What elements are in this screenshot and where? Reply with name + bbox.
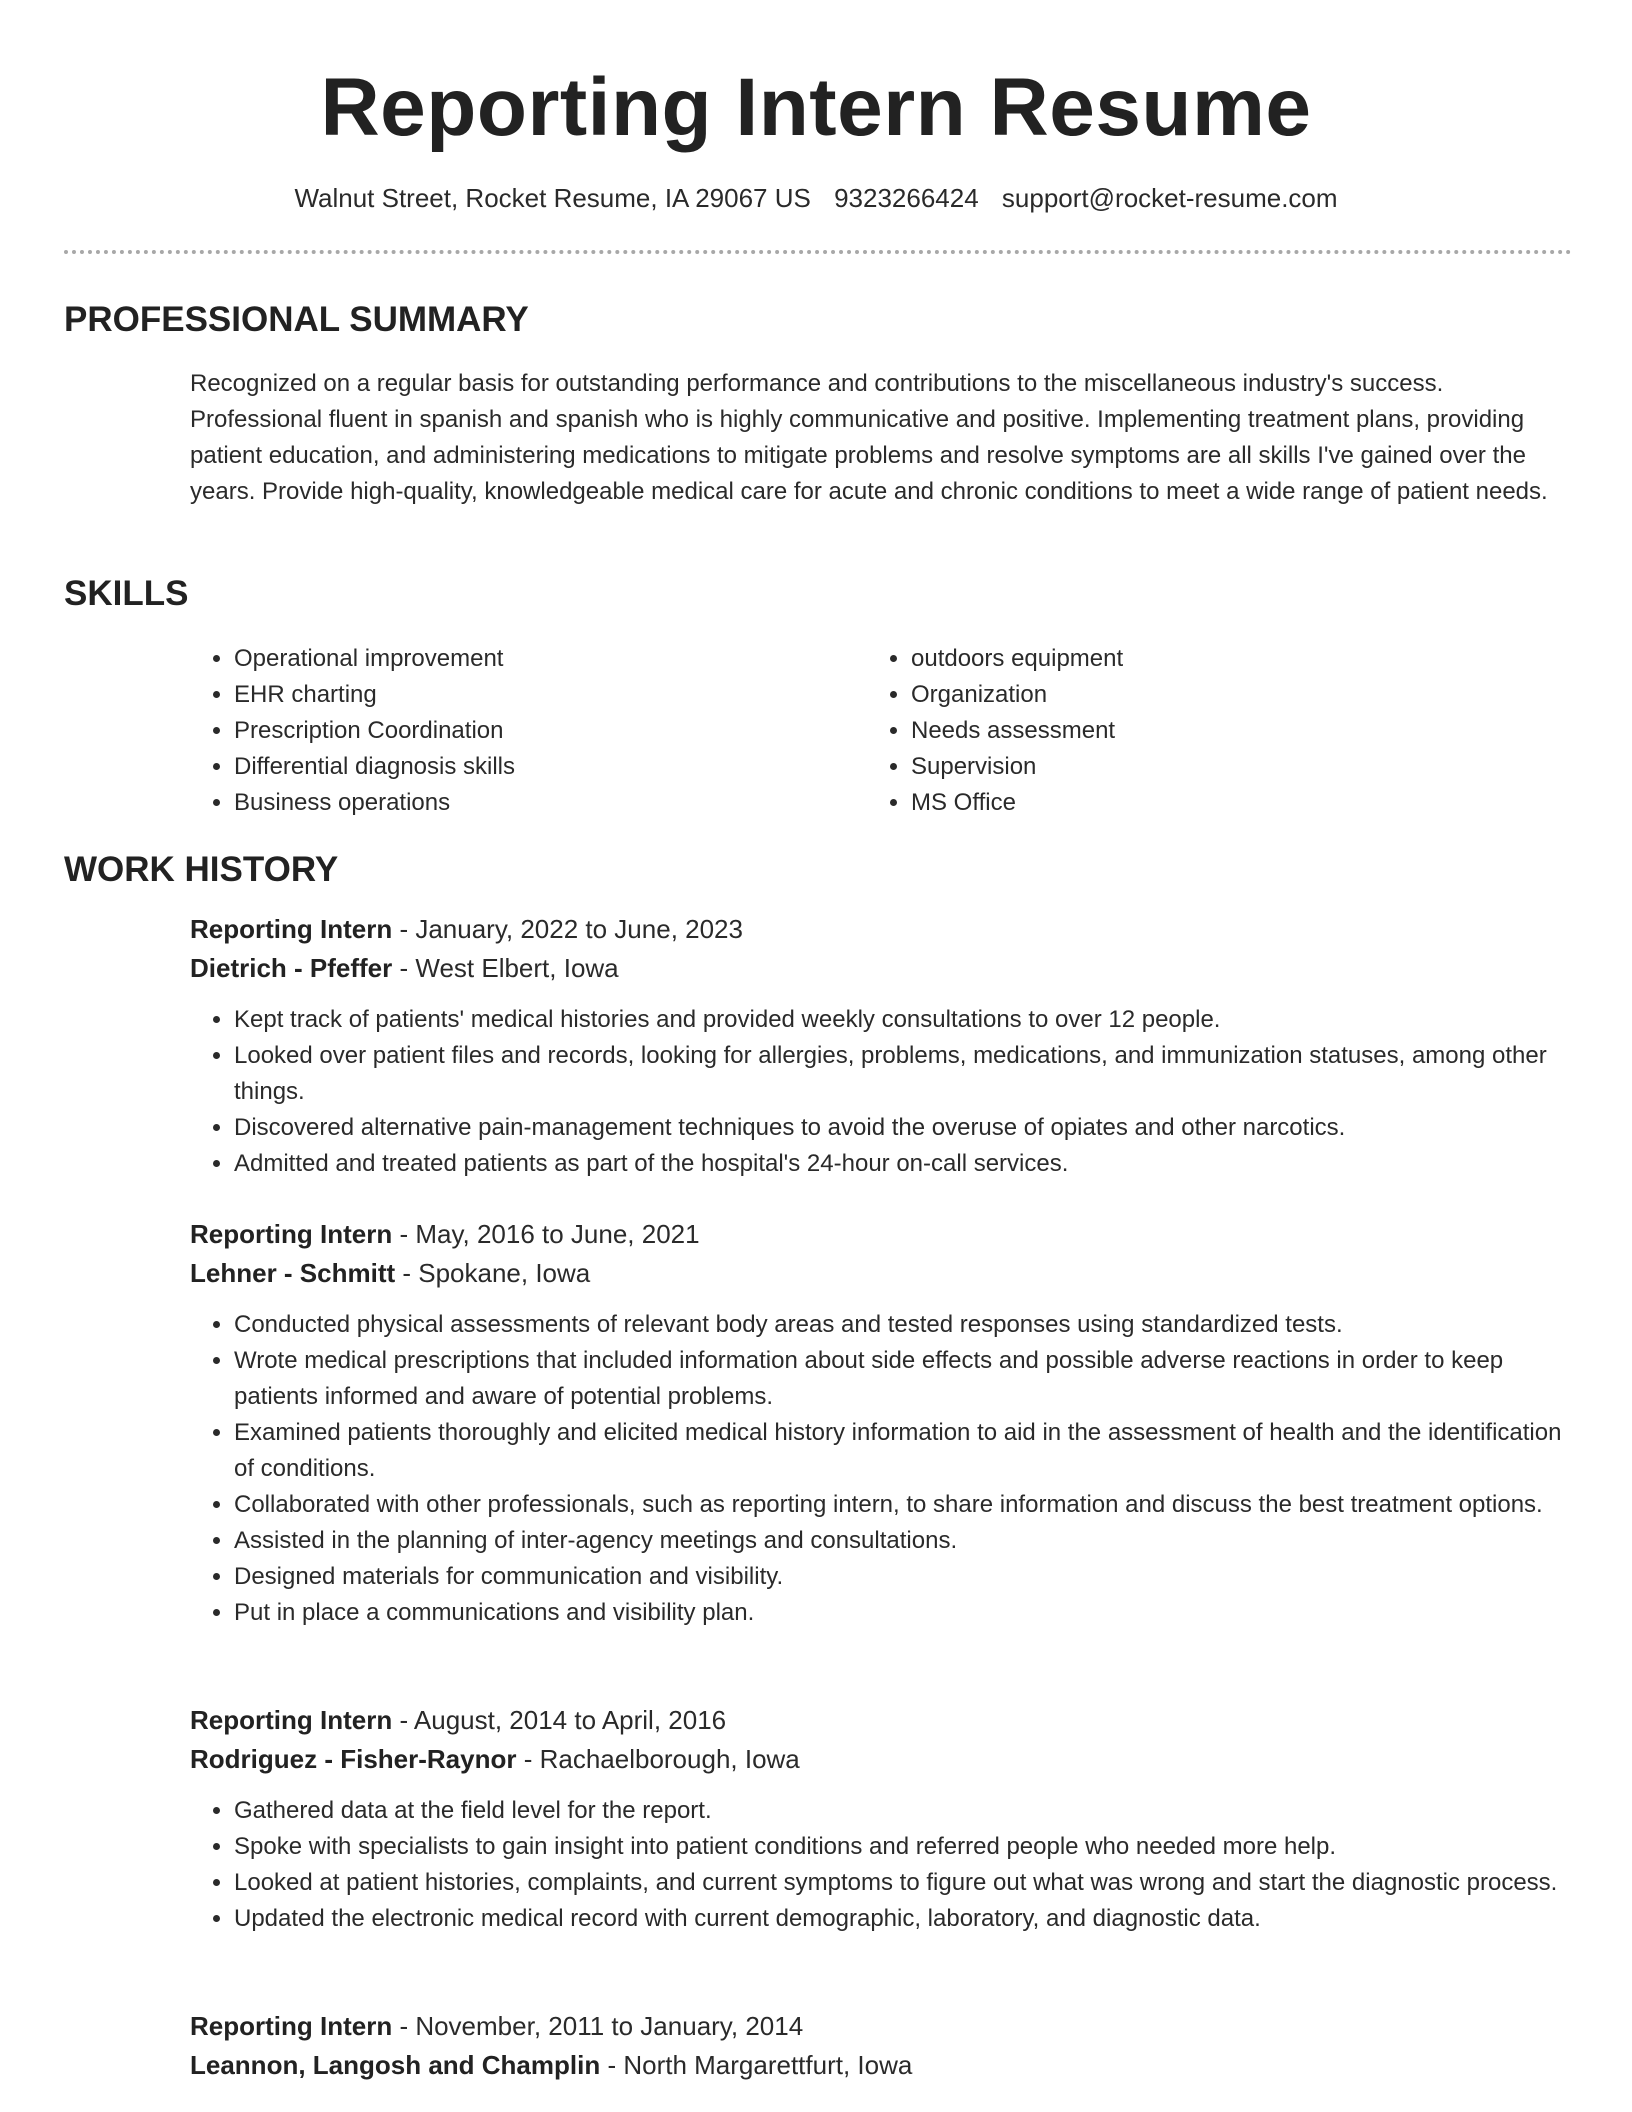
- skills-list-left: [190, 641, 874, 821]
- job-dates: - November, 2011 to January, 2014: [392, 2011, 804, 2041]
- job-title: Reporting Intern: [190, 1219, 393, 1249]
- contact-address: Walnut Street, Rocket Resume, IA 29067 US: [294, 183, 811, 213]
- job-company: Lehner - Schmitt: [190, 1258, 396, 1288]
- job-location: - Spokane, Iowa: [395, 1258, 591, 1288]
- job-title: Reporting Intern: [190, 2011, 393, 2041]
- job-bullet: • Kept track of patients' medical histories and provided weekly consultations to over 12 people.: [234, 1002, 1580, 1038]
- job-entry: [190, 1215, 1580, 1631]
- job-company: Dietrich - Pfeffer: [190, 953, 393, 983]
- header-divider: [64, 250, 1572, 254]
- job-bullet: • Wrote medical prescriptions that included information about side effects and possible adverse reactions in order to keep patients informed and aware of potential problems.: [234, 1343, 1580, 1415]
- job-bullet: • Updated the electronic medical record with current demographic, laboratory, and diagnostic data.: [234, 1901, 1580, 1937]
- job-title-line: [190, 1701, 1580, 1740]
- job-bullet: • Collaborated with other professionals, such as reporting intern, to share information and discuss the best treatment options.: [234, 1487, 1580, 1523]
- job-entry: [190, 1701, 1580, 1937]
- job-location: - North Margarettfurt, Iowa: [600, 2050, 913, 2080]
- job-bullet: • Examined patients thoroughly and elicited medical history information to aid in the assessment of health and the identification of conditions.: [234, 1415, 1580, 1487]
- skill-item: • Operational improvement: [234, 641, 874, 677]
- summary-text: Recognized on a regular basis for outstanding performance and contributions to the miscellaneous industry's success. Professional fluent in spanish and spanish who is highly communicative and positive. Implementing treatment plans, providing patient education, and administering medications to mitigate problems and resolve symptoms are all skills I've gained over the years. Provide high-quality, knowledgeable medical care for acute and chronic conditions to meet a wide range of patient needs.: [190, 370, 1548, 505]
- job-title-line: [190, 1215, 1580, 1254]
- skills-heading: SKILLS: [64, 574, 189, 613]
- contact-email: support@rocket-resume.com: [1001, 183, 1338, 213]
- job-company-line: [190, 1254, 1580, 1293]
- work-history-heading: WORK HISTORY: [64, 850, 339, 889]
- job-location: - West Elbert, Iowa: [392, 953, 619, 983]
- job-company-line: [190, 2046, 1580, 2085]
- skill-item: • Organization: [911, 677, 1551, 713]
- job-bullet: • Gathered data at the field level for the report.: [234, 1793, 1580, 1829]
- job-bullet: • Put in place a communications and visibility plan.: [234, 1595, 1580, 1631]
- job-title-line: [190, 2007, 1580, 2046]
- contact-line: [0, 180, 1632, 216]
- contact-phone: 9323266424: [834, 183, 979, 213]
- resume-title: Reporting Intern Resume: [320, 62, 1312, 153]
- job-entry: [190, 910, 1580, 1182]
- job-location: - Rachaelborough, Iowa: [516, 1744, 800, 1774]
- job-company: Leannon, Langosh and Champlin: [190, 2050, 601, 2080]
- skill-item: • Business operations: [234, 785, 874, 821]
- job-bullet: • Conducted physical assessments of relevant body areas and tested responses using standardized tests.: [234, 1307, 1580, 1343]
- job-company-line: [190, 1740, 1580, 1779]
- job-bullet: • Admitted and treated patients as part of the hospital's 24-hour on-call services.: [234, 1146, 1580, 1182]
- job-dates: - August, 2014 to April, 2016: [392, 1705, 727, 1735]
- job-bullets: [190, 1307, 1580, 1631]
- job-bullet: • Discovered alternative pain-management techniques to avoid the overuse of opiates and other narcotics.: [234, 1110, 1580, 1146]
- job-bullet: • Looked at patient histories, complaints, and current symptoms to figure out what was wrong and start the diagnostic process.: [234, 1865, 1580, 1901]
- skill-item: • outdoors equipment: [911, 641, 1551, 677]
- job-dates: - May, 2016 to June, 2021: [392, 1219, 700, 1249]
- skill-item: • Needs assessment: [911, 713, 1551, 749]
- job-dates: - January, 2022 to June, 2023: [392, 914, 743, 944]
- job-bullets: [190, 1793, 1580, 1937]
- job-bullet: • Designed materials for communication and visibility.: [234, 1559, 1580, 1595]
- job-title: Reporting Intern: [190, 914, 393, 944]
- skill-item: • Differential diagnosis skills: [234, 749, 874, 785]
- job-company: Rodriguez - Fisher-Raynor: [190, 1744, 517, 1774]
- job-bullets: [190, 1002, 1580, 1182]
- job-bullet: • Spoke with specialists to gain insight into patient conditions and referred people who needed more help.: [234, 1829, 1580, 1865]
- skill-item: • Supervision: [911, 749, 1551, 785]
- job-title: Reporting Intern: [190, 1705, 393, 1735]
- skill-item: • EHR charting: [234, 677, 874, 713]
- job-bullet: • Assisted in the planning of inter-agency meetings and consultations.: [234, 1523, 1580, 1559]
- job-company-line: [190, 949, 1580, 988]
- job-bullet: • Looked over patient files and records, looking for allergies, problems, medications, and immunization statuses, among other things.: [234, 1038, 1580, 1110]
- skills-list-right: [867, 641, 1551, 821]
- job-entry: [190, 2007, 1580, 2085]
- skill-item: • Prescription Coordination: [234, 713, 874, 749]
- summary-heading: PROFESSIONAL SUMMARY: [64, 300, 529, 339]
- job-title-line: [190, 910, 1580, 949]
- skill-item: • MS Office: [911, 785, 1551, 821]
